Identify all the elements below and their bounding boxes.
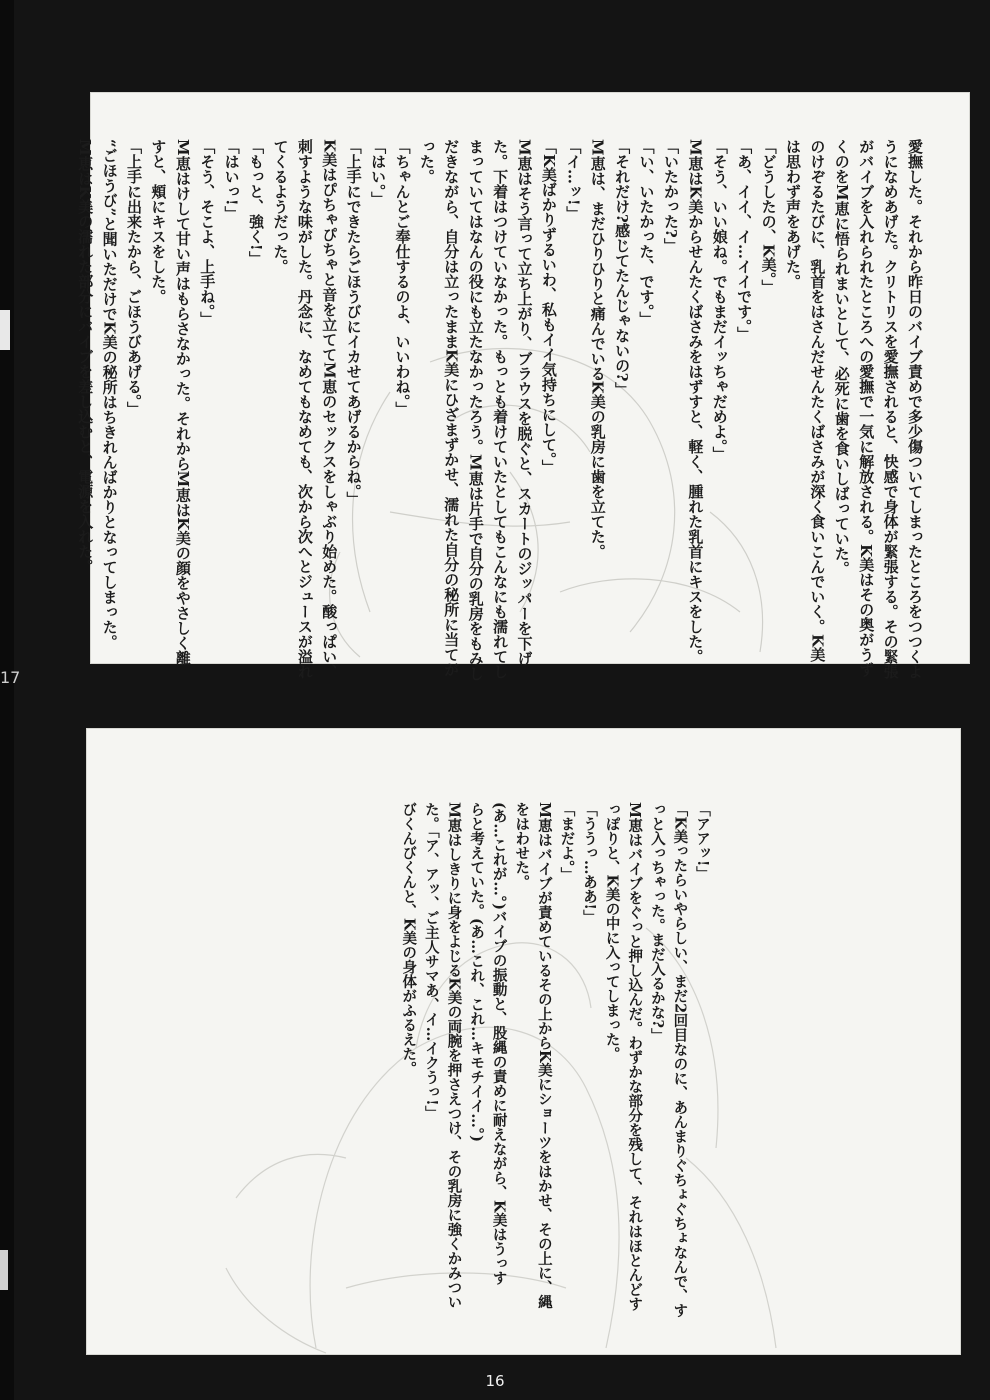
text-line: まっていてはなんの役にも立たなかったろう。M恵は片手で自分の乳房をもみし [466,139,485,681]
text-line: 「はい。」 [369,139,388,207]
text-line: 「ちゃんとご奉仕するのよ、いいわね。」 [393,139,412,417]
text-line: 「あ、イイ、イ…イイです。」 [735,139,754,342]
text-line: “ごほうび”と聞いただけでK美の秘所はちきれんばかりとなってしまった。 [100,139,119,650]
text-line: すと、頬にキスをした。 [149,139,168,304]
page-edge [0,0,21,1400]
text-line: 「どうしたの、K美。」 [759,139,778,295]
text-line: は思わず声をあげた。 [783,139,802,289]
text-line: 「上手に出来たから、ごほうびあげる。」 [125,139,143,417]
text-line: M恵はそう言って立ち上がり、ブラウスを脱ぐと、スカートのジッパーを下げ [515,139,534,666]
text-line: M恵はバイブが責めているその上からK美にショーツをはかせ、その上に、縄 [535,802,553,1310]
text-line: 「上手にできたらごほうびにイカせてあげるからね。」 [344,139,363,507]
text-line: くのをM恵に悟られまいとして、必死に歯を食いしばっていた。 [832,139,851,576]
text-line: っと入っちゃった。まだ入るかな?」 [648,802,666,1043]
edge-mark-lower [0,1250,8,1290]
text-line: 「い、いたかった、です。」 [637,139,656,327]
bottom-body-text [397,802,713,1318]
text-line: 「はいっ!」 [222,139,241,221]
text-line: 刺すような味がした。丹念に、なめてもなめても、次から次へとジュースが溢れ [295,139,314,679]
text-line: 「そう、そこよ、上手ね。」 [198,139,217,327]
text-line: M恵はバイブをぐっと押し込んだ。わずかな部分を残して、それはほとんどす [626,802,644,1312]
edge-page-marker: 17 [0,668,21,687]
text-line: M恵はしきりに身をよじるK美の両腕を押さえつけ、その乳房に強くかみつい [445,802,463,1310]
text-line: た。「ア、アッ、ご主人サマあ、イ…イクうっ!」 [422,802,440,1121]
text-line: 「ううっ…ああ!」 [581,802,599,925]
text-line: 「もっと、強く!」 [247,139,266,266]
bottom-text-panel [86,728,961,1355]
text-line: M恵はK美の濡れた部分にバイブを差し込むと、電源を入れた。 [76,139,95,574]
text-line: 「それだけ?感じてたんじゃないの?」 [613,139,632,397]
text-line: だきながら、自分は立ったままK美にひざまずかせ、濡れた自分の秘所に当てが [442,139,461,678]
text-line: 「まだよ。」 [558,802,576,882]
text-line: M恵はK美からせんたくばさみをはずすと、軽く、腫れた乳首にキスをした。 [686,139,705,664]
text-line: をはわせた。 [513,802,531,889]
text-line: 愛撫した。それから昨日のバイブ責めで多少傷ついてしまったところをつつくよ [906,139,924,679]
text-line: 「イ…ッ!」 [564,139,583,221]
text-line: てくるようだった。 [271,139,290,274]
text-line: 「K美ばかりずるいわ、私もイイ気持ちにして。」 [539,139,558,475]
text-line: K美はぴちゃぴちゃと音を立ててM恵のセックスをしゃぶり始めた。酸っぱい、 [320,139,339,679]
edge-mark [0,310,10,350]
text-line: のけぞるたびに、乳首をはさんだせんたくばさみが深く食いこんでいく。K美 [808,139,827,663]
text-line: M恵はけして甘い声はもらさなかった。それからM恵はK美の顔をやさしく離 [173,139,192,666]
top-body-text [73,139,927,681]
text-line: っぽりと、K美の中に入ってしまった。 [603,802,621,1062]
page-number: 16 [485,1372,505,1390]
text-line: うになめあげた。クリトリスを愛撫されると、快感で身体が緊張する。その緊張 [881,139,900,679]
text-line: びくんびくんと、K美の身体がふるえた。 [400,802,418,1076]
text-line: (あ…これが…。)バイブの振動と、股縄の責めに耐えながら、K美はうっす [490,802,508,1286]
text-line: がバイブを入れられたところへの愛撫で一気に解放される。K美はその奥がうず [857,139,876,678]
text-line: 「K美ったらいやらしい、まだ2回目なのに、あんまりぐちょぐちょなんで、す [671,802,689,1318]
text-line: た。下着はつけていなかった。もっとも着けていたとしてもこんなにも濡れてし [491,139,510,679]
text-line: M恵は、まだひりひりと痛んでいるK美の乳房に歯を立てた。 [588,139,607,559]
text-line: 「そう、いい娘ね。でもまだイッちゃだめよ。」 [710,139,729,462]
top-text-panel [76,92,970,681]
text-line: 「いたかった?」 [661,139,680,253]
text-line: った。 [417,139,436,184]
text-line: らと考えていた。(あ…これ、これ…キモチイイ…。) [468,802,486,1142]
text-line: 「アアッ!」 [694,802,711,881]
